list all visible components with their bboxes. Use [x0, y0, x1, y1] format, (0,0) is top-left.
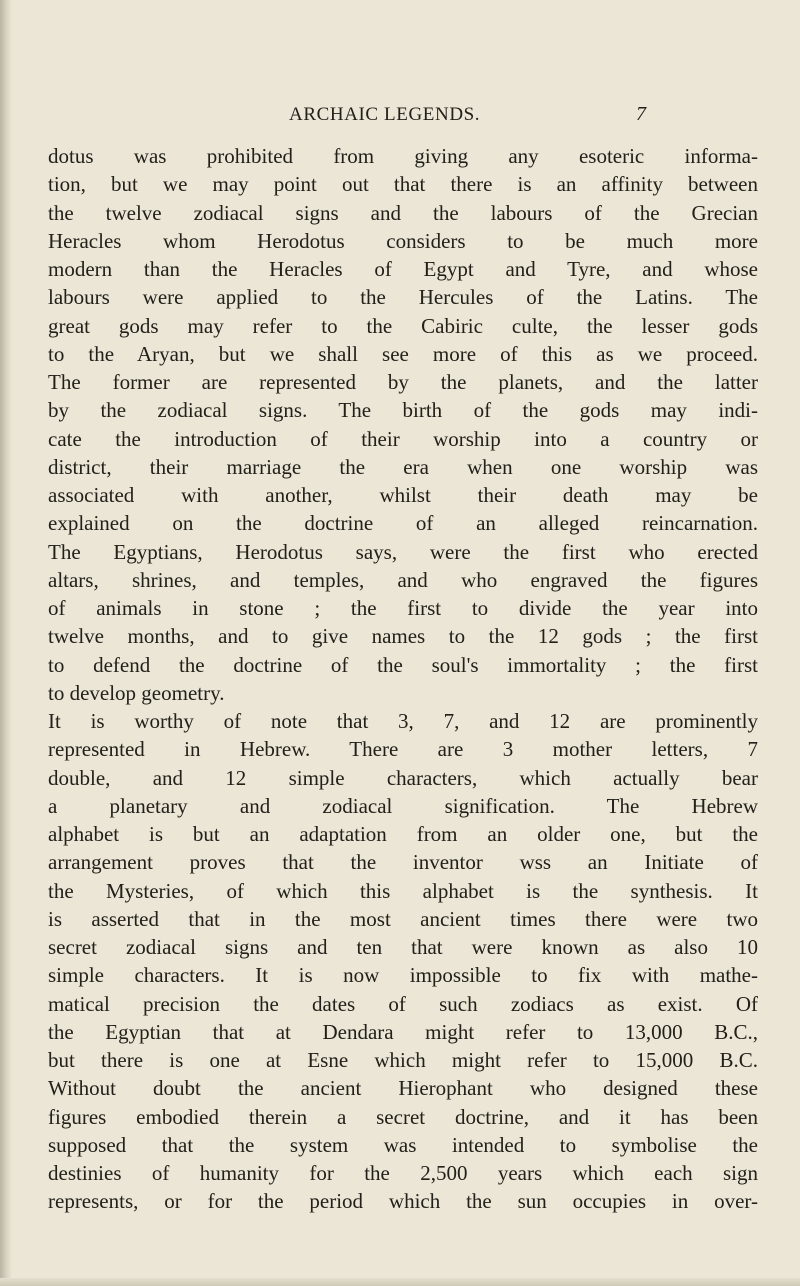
text-line: The Egyptians, Herodotus says, were the first who erected: [48, 539, 758, 564]
running-head: ARCHAIC LEGENDS.: [289, 104, 481, 125]
text-line: modern than the Heracles of Egypt and Tyre, and whose: [48, 257, 758, 281]
text-line: by the zodiacal signs. The birth of the gods may indi-: [48, 398, 758, 423]
text-line: figures embodied therein a secret doctrine, and it has been: [48, 1104, 758, 1129]
page-bottom-edge: [0, 1278, 800, 1286]
page-header: [0, 104, 800, 134]
text-line: arrangement proves that the inventor wss an Initiate of: [48, 850, 758, 875]
text-line: The former are represented by the planets, and the latter: [48, 370, 758, 394]
text-line: the Mysteries, of which this alphabet is the synthesis. It: [48, 878, 758, 903]
text-line: to defend the doctrine of the soul's immortality ; the first: [48, 652, 758, 677]
text-line: secret zodiacal signs and ten that were known as also 10: [48, 935, 758, 959]
text-line: to develop geometry.: [48, 680, 225, 705]
page-number: 7: [636, 103, 646, 125]
text-line: It is worthy of note that 3, 7, and 12 are prominently: [48, 709, 758, 733]
text-line: cate the introduction of their worship into a country or: [48, 426, 758, 451]
text-line: great gods may refer to the Cabiric culte, the lesser gods: [48, 313, 758, 338]
text-line: the twelve zodiacal signs and the labours of the Grecian: [48, 200, 758, 225]
body-text: [48, 142, 758, 1216]
text-line: destinies of humanity for the 2,500 years which each sign: [48, 1161, 758, 1185]
text-line: Without doubt the ancient Hierophant who designed these: [48, 1076, 758, 1101]
text-line: associated with another, whilst their death may be: [48, 483, 758, 507]
text-line: tion, but we may point out that there is an affinity between: [48, 172, 758, 197]
text-line: altars, shrines, and temples, and who engraved the figures: [48, 567, 758, 592]
text-line: double, and 12 simple characters, which actually bear: [48, 765, 758, 790]
text-line: a planetary and zodiacal signification. The Hebrew: [48, 793, 758, 818]
text-line: simple characters. It is now impossible to fix with mathe-: [48, 963, 758, 988]
text-line: matical precision the dates of such zodiacs as exist. Of: [48, 991, 758, 1016]
text-line: dotus was prohibited from giving any esoteric informa-: [48, 144, 758, 168]
text-line: explained on the doctrine of an alleged reincarnation.: [48, 511, 758, 536]
text-line: to the Aryan, but we shall see more of this as we proceed.: [48, 341, 758, 366]
text-line: but there is one at Esne which might refer to 15,000 B.C.: [48, 1048, 758, 1072]
text-line: alphabet is but an adaptation from an older one, but the: [48, 822, 758, 846]
text-line: twelve months, and to give names to the 12 gods ; the first: [48, 624, 758, 649]
text-line: of animals in stone ; the first to divide the year into: [48, 596, 758, 620]
text-line: represents, or for the period which the sun occupies in over-: [48, 1189, 758, 1214]
text-line: Heracles whom Herodotus considers to be much more: [48, 228, 758, 253]
text-line: district, their marriage the era when one worship was: [48, 454, 758, 479]
text-line: supposed that the system was intended to symbolise the: [48, 1132, 758, 1157]
text-line: labours were applied to the Hercules of the Latins. The: [48, 285, 758, 310]
text-line: is asserted that in the most ancient times there were two: [48, 906, 758, 931]
binding-shadow: [0, 0, 12, 1286]
text-line: the Egyptian that at Dendara might refer to 13,000 B.C.,: [48, 1019, 758, 1044]
text-line: represented in Hebrew. There are 3 mother letters, 7: [48, 737, 758, 762]
